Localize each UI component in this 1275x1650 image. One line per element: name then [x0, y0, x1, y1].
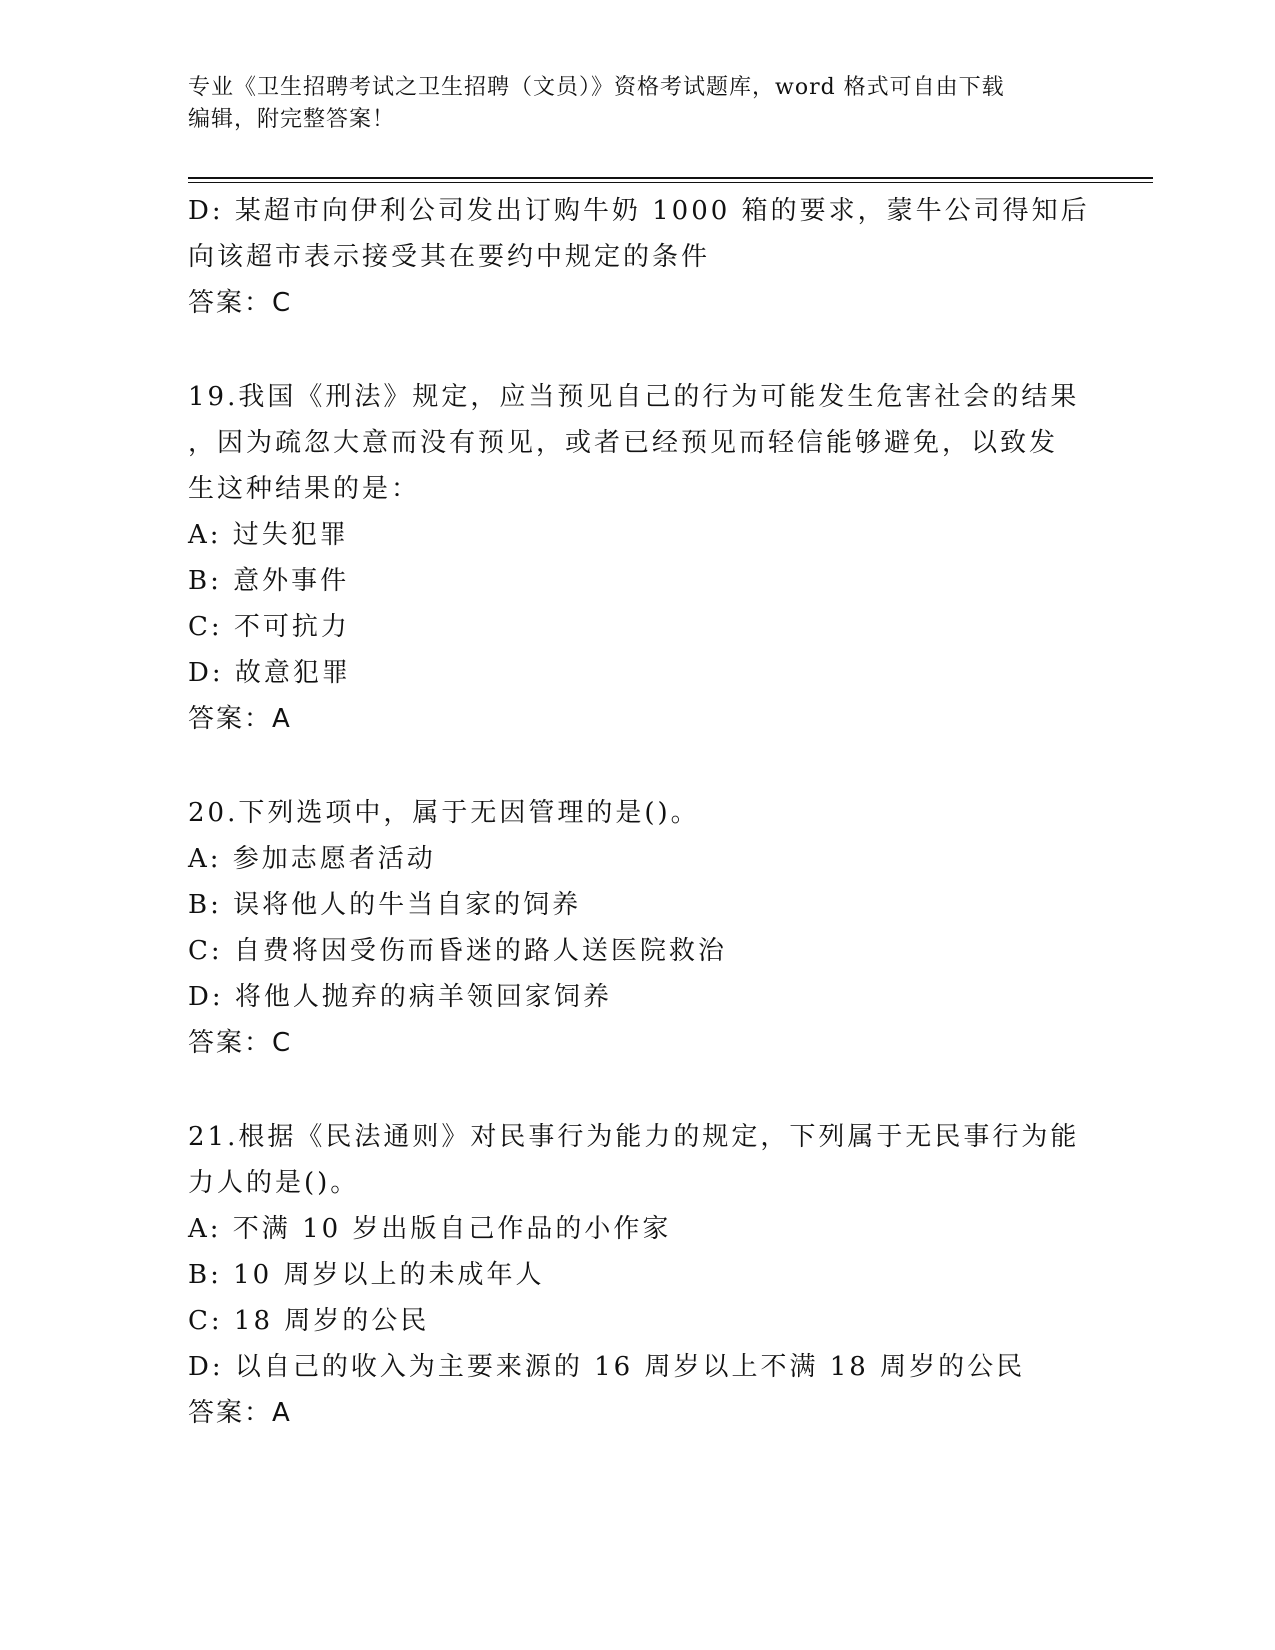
- option-a: A: 过失犯罪: [188, 520, 349, 550]
- answer: 答案：A: [188, 704, 292, 734]
- question-21: [188, 1114, 1088, 1436]
- option-c: C: 自费将因受伤而昏迷的路人送医院救治: [188, 936, 727, 966]
- question-stem-line-3: 生这种结果的是：: [188, 474, 421, 504]
- header-line-2: 编辑，附完整答案！: [188, 107, 396, 132]
- question-stem-line-1: 19.我国《刑法》规定，应当预见自己的行为可能发生危害社会的结果: [188, 382, 1080, 412]
- answer: 答案：C: [188, 1028, 293, 1058]
- option-d: D: 故意犯罪: [188, 658, 351, 688]
- spacer: [188, 1066, 1088, 1114]
- question-18-tail: [188, 188, 1088, 326]
- option-a: A: 参加志愿者活动: [188, 844, 436, 874]
- option-b: B: 意外事件: [188, 566, 350, 596]
- question-20: [188, 790, 1088, 1066]
- question-stem-line-1: 20.下列选项中，属于无因管理的是()。: [188, 798, 700, 828]
- option-d-line-2: 向该超市表示接受其在要约中规定的条件: [188, 242, 711, 272]
- document-body: [188, 188, 1088, 1436]
- document-header: [188, 72, 1068, 136]
- spacer: [188, 742, 1088, 790]
- option-b: B: 误将他人的牛当自家的饲养: [188, 890, 582, 920]
- question-19: [188, 374, 1088, 742]
- spacer: [188, 326, 1088, 374]
- question-stem-line-2: ，因为疏忽大意而没有预见，或者已经预见而轻信能够避免，以致发: [188, 428, 1059, 458]
- question-stem-line-1: 21.根据《民法通则》对民事行为能力的规定，下列属于无民事行为能: [188, 1122, 1080, 1152]
- option-b: B: 10 周岁以上的未成年人: [188, 1260, 545, 1290]
- header-rule-thin: [188, 182, 1153, 183]
- option-d: D: 以自己的收入为主要来源的 16 周岁以上不满 18 周岁的公民: [188, 1352, 1026, 1382]
- option-d: D: 将他人抛弃的病羊领回家饲养: [188, 982, 612, 1012]
- option-a: A: 不满 10 岁出版自己作品的小作家: [188, 1214, 672, 1244]
- header-rule-thick: [188, 177, 1153, 179]
- option-c: C: 不可抗力: [188, 612, 350, 642]
- answer: 答案：A: [188, 1398, 292, 1428]
- header-line-1: 专业《卫生招聘考试之卫生招聘（文员）》资格考试题库，word 格式可自由下载: [188, 75, 1005, 100]
- question-stem-line-2: 力人的是()。: [188, 1168, 360, 1198]
- option-c: C: 18 周岁的公民: [188, 1306, 430, 1336]
- answer: 答案：C: [188, 288, 293, 318]
- option-d-line-1: D: 某超市向伊利公司发出订购牛奶 1000 箱的要求，蒙牛公司得知后: [188, 196, 1090, 226]
